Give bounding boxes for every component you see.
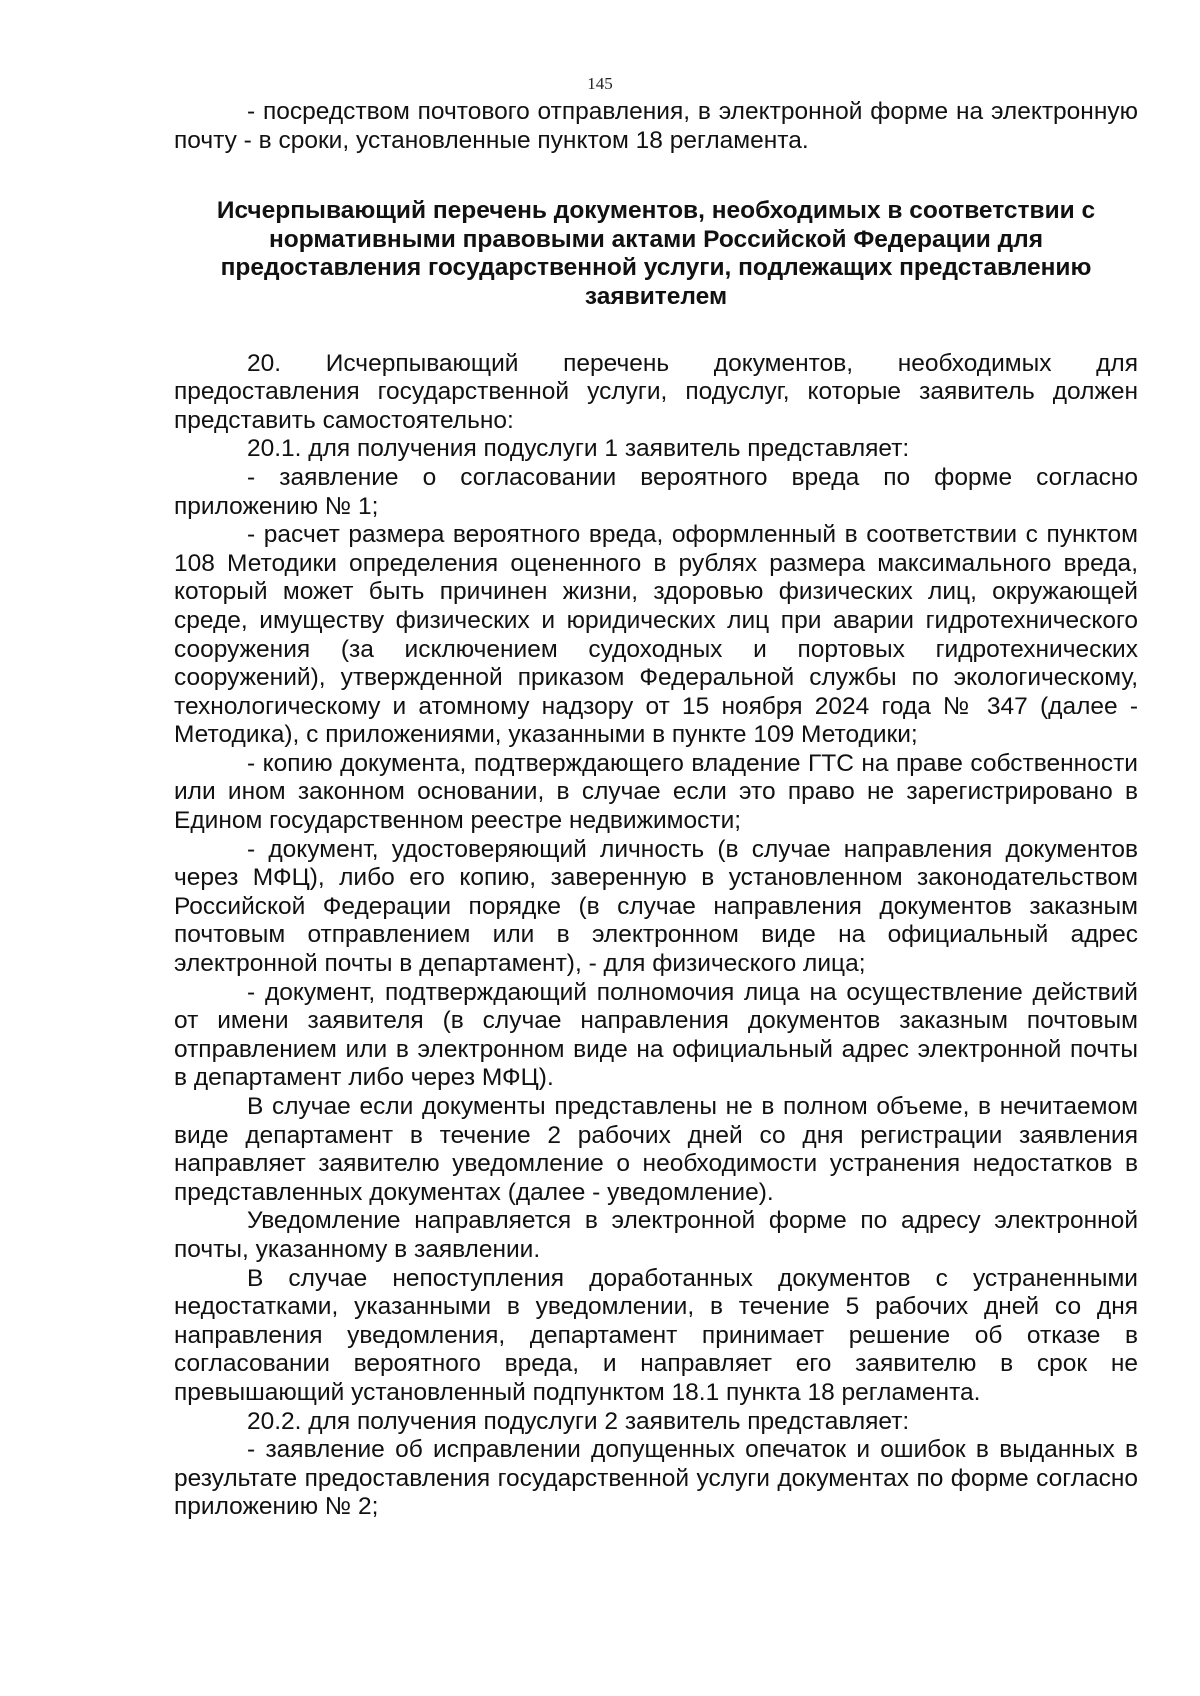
intro-paragraph: - посредством почтового отправления, в электронной форме на электронную почту - в сроки, установленные пунктом 18 регламента. [174,98,1138,154]
list-item-authority-document: - документ, подтверждающий полномочия лица на осуществление действий от имени заявителя (в случае направления документов заказным почтовым отправлением или в электронном виде на официальный адрес электронной почты в департамент либо через МФЦ). [174,978,1138,1092]
paragraph-20-2: 20.2. для получения подуслуги 2 заявитель представляет: [247,1407,910,1435]
list-item-harm-calculation: - расчет размера вероятного вреда, оформленный в соответствии с пунктом 108 Методики определения оцененного в рублях размера максимального вреда, который может быть причинен жизни, здоровью физических лиц, окружающей среде, имуществу физических и юридических лиц при аварии гидротехнического сооружения (за исключением судоходных и портовых гидротехнических сооружений), утвержденной приказом Федеральной службы по экологическому, технологическому и атомному надзору от 15 ноября 2024 года № 347 (далее - Методика), с приложениями, указанными в пункте 109 Методики; [174,521,1138,749]
list-item-correction-application: - заявление об исправлении допущенных опечаток и ошибок в выданных в результате предоставления государственной услуги документах по форме согласно приложению № 2; [174,1436,1138,1521]
paragraph-20: 20. Исчерпывающий перечень документов, необходимых для предоставления государственной услуги, подуслуг, которые заявитель должен представить самостоятельно: [174,349,1138,434]
paragraph-incomplete-documents: В случае если документы представлены не в полном объеме, в нечитаемом виде департамент в течение 2 рабочих дней со дня регистрации заявления направляет заявителю уведомление о необходимости устранения недостатков в представленных документах (далее - уведомление). [174,1093,1138,1206]
list-item-identity-document: - документ, удостоверяющий личность (в случае направления документов через МФЦ), либо его копию, заверенную в установленном законодательством Российской Федерации порядке (в случае направления документов заказным почтовым отправлением или в электронном виде на официальный адрес электронной почты в департамент), - для физического лица; [174,835,1138,978]
document-body [174,98,1138,1522]
paragraph-notification: Уведомление направляется в электронной форме по адресу электронной почты, указанному в заявлении. [174,1207,1138,1263]
paragraph-20-1: 20.1. для получения подуслуги 1 заявитель представляет: [247,435,910,463]
list-item-ownership-document: - копию документа, подтверждающего владение ГТС на праве собственности или ином законном основании, в случае если это право не зарегистрировано в Едином государственном реестре недвижимости; [174,749,1138,835]
page-number: 145 [587,74,613,93]
list-item-application: - заявление о согласовании вероятного вреда по форме согласно приложению № 1; [174,463,1138,520]
section-heading: Исчерпывающий перечень документов, необходимых в соответствии с нормативными правовыми актами Российской Федерации для предоставления государственной услуги, подлежащих представлению заявителем [216,197,1096,310]
paragraph-refusal: В случае непоступления доработанных документов с устраненными недостатками, указанными в уведомлении, в течение 5 рабочих дней со дня направления уведомления, департамент принимает решение об отказе в согласовании вероятного вреда, и направляет его заявителю в срок не превышающий установленный подпунктом 18.1 пункта 18 регламента. [174,1264,1138,1406]
